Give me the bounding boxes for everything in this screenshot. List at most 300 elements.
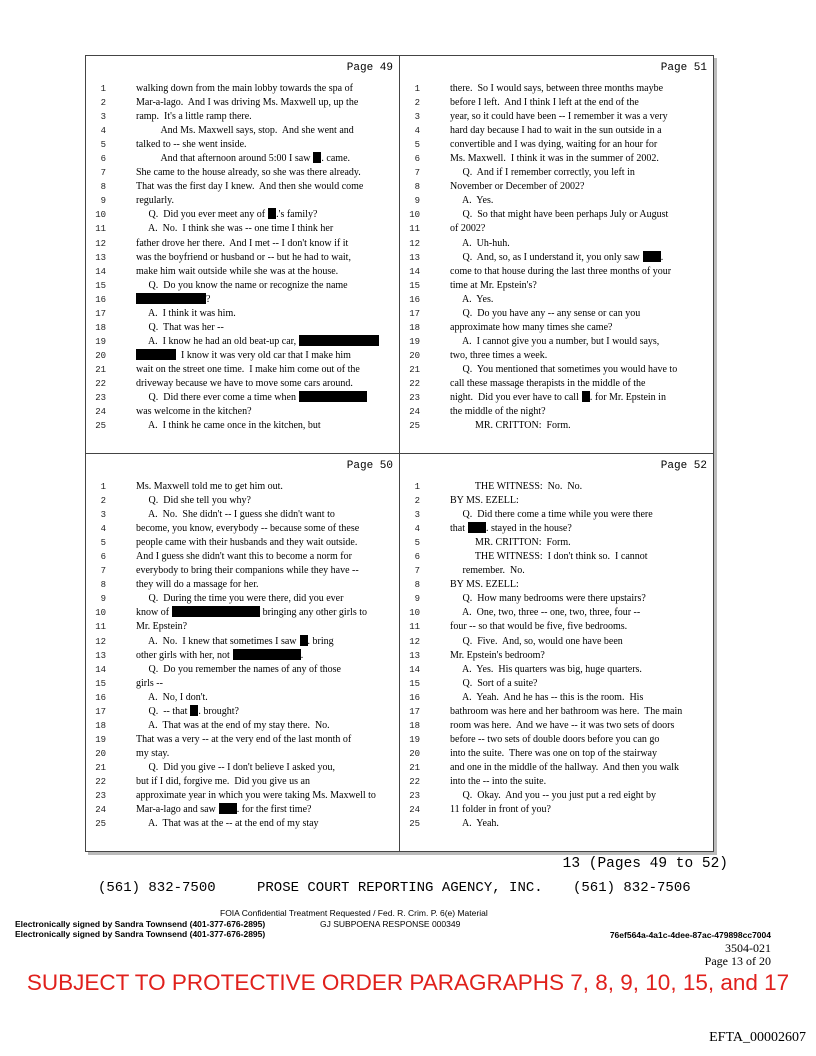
line-number: 19 [95,734,106,745]
line-text: Q. Did you give -- I don't believe I asked you, [136,761,335,773]
transcript-line [400,166,713,180]
line-number: 5 [100,538,106,549]
transcript-line [400,592,713,606]
page-header: Page 50 [346,460,393,472]
line-number: 5 [414,538,420,549]
line-text: And Ms. Maxwell says, stop. And she went and [136,125,354,137]
transcript-line [400,152,713,166]
line-number: 9 [414,196,420,207]
line-number: 6 [414,154,420,165]
transcript-page-50 [86,454,399,851]
redaction-block [643,251,661,262]
line-text: A. No, I don't. [136,691,208,703]
line-text: And I guess she didn't want this to become a norm for [136,551,352,563]
line-text: room was here. And we have -- it was two sets of doors [450,719,675,731]
line-text: of 2002? [450,223,486,235]
line-text: Mr. Epstein? [136,621,188,633]
transcript-line [86,391,399,405]
line-text: Q. During the time you were there, did you ever [136,593,344,605]
line-number: 5 [100,140,106,151]
line-text: A. Yeah. And he has -- this is the room. His [450,691,644,703]
transcript-line [400,279,713,293]
line-text: approximate how many times she came? [450,321,613,333]
line-number: 2 [414,98,420,109]
line-number: 10 [95,608,106,619]
line-number: 15 [95,678,106,689]
transcript-line [400,719,713,733]
transcript-line [86,321,399,335]
redaction-block [136,349,176,360]
line-number: 16 [409,692,420,703]
line-text: was the boyfriend or husband or -- but he had to wait, [136,251,351,263]
transcript-line [86,578,399,592]
line-number: 19 [409,734,420,745]
line-number: 1 [414,482,420,492]
line-number: 23 [409,393,420,404]
redaction-block [300,635,308,646]
transcript-line [86,606,399,620]
transcript-line [400,363,713,377]
redaction-block [219,803,237,814]
line-text: was welcome in the kitchen? [136,406,252,418]
transcript-line [86,564,399,578]
transcript-line [86,494,399,508]
line-number: 12 [409,636,420,647]
line-text: wait on the street one time. I make him come out of the [136,363,360,375]
transcript-line [400,251,713,265]
redaction-block [468,522,486,533]
transcript-line [400,606,713,620]
line-number: 22 [409,378,420,389]
redaction-block [190,705,198,716]
line-number: 21 [409,364,420,375]
line-number: 18 [95,720,106,731]
transcript-line [86,405,399,419]
line-number: 8 [100,580,106,591]
transcript-line [400,761,713,775]
line-text: That was the first day I knew. And then she would come [136,181,364,193]
phone-left: (561) 832-7500 [98,880,216,896]
line-text: That was a very -- at the very end of the last month of [136,733,352,745]
line-number: 2 [100,98,106,109]
transcript-line [400,307,713,321]
transcript-page-49 [86,56,399,453]
line-number: 18 [95,322,106,333]
transcript-line [400,293,713,307]
transcript-line [400,124,713,138]
transcript-line [86,733,399,747]
transcript-line [86,293,399,307]
line-number: 2 [414,496,420,507]
transcript-line [400,494,713,508]
line-number: 3 [100,112,106,123]
line-text: November or December of 2002? [450,181,585,193]
line-number: 18 [409,720,420,731]
transcript-line [86,803,399,817]
transcript-line [400,377,713,391]
page-of: Page 13 of 20 [704,954,771,968]
line-text: walking down from the main lobby towards the spa of [136,83,353,94]
line-number: 3 [414,112,420,123]
transcript-line [400,335,713,349]
line-text: Ms. Maxwell. I think it was in the summer of 2002. [450,153,659,165]
line-number: 13 [95,252,106,263]
line-text: A. Yes. [450,293,494,305]
redaction-block [268,208,276,219]
line-number: 11 [409,224,420,235]
line-text: girls -- [136,677,163,689]
line-text: A. No. I knew that sometimes I saw . bring [136,635,334,647]
transcript-line [400,789,713,803]
transcript-line [86,747,399,761]
line-number: 18 [409,322,420,333]
line-number: 20 [409,748,420,759]
transcript-line [400,747,713,761]
line-text: time at Mr. Epstein's? [450,279,537,291]
line-number: 5 [414,140,420,151]
line-text: A. That was at the end of my stay there. No. [136,719,330,731]
line-number: 17 [409,308,420,319]
transcript-line [86,377,399,391]
line-text: call these massage therapists in the middle of the [450,377,646,389]
transcript-line [400,349,713,363]
line-number: 8 [414,580,420,591]
transcript-line [400,564,713,578]
line-text: I know it was very old car that I make him [136,349,398,363]
line-number: 20 [95,350,106,361]
transcript-page-52 [400,454,713,851]
line-text: ramp. It's a little ramp there. [136,111,252,123]
line-text: Q. Did she tell you why? [136,495,251,507]
transcript-line [86,419,399,433]
line-number: 17 [409,706,420,717]
redaction-block [299,335,379,346]
line-number: 16 [95,692,106,703]
line-text: become, you know, everybody -- because some of these [136,523,360,535]
line-number: 20 [409,350,420,361]
line-text: and one in the middle of the hallway. And then you walk [450,761,680,773]
transcript-line [86,508,399,522]
line-number: 4 [100,524,106,535]
line-text: but if I did, forgive me. Did you give us an [136,775,310,787]
subpoena-line: GJ SUBPOENA RESPONSE 000349 [320,919,461,929]
agency-name: PROSE COURT REPORTING AGENCY, INC. [257,880,543,896]
transcript-line [86,592,399,606]
transcript-line [86,775,399,789]
line-text: Q. Sort of a suite? [450,677,538,689]
line-text: Q. Did there come a time while you were there [450,509,653,521]
line-number: 21 [95,762,106,773]
line-number: 11 [95,224,106,235]
transcript-line [400,222,713,236]
line-text: Q. And if I remember correctly, you left in [450,167,635,179]
line-number: 11 [95,622,106,633]
redaction-block [313,152,321,163]
line-text: into the -- into the suite. [450,775,547,787]
line-text: bathroom was here and her bathroom was here. The main [450,705,683,717]
line-text: MR. CRITTON: Form. [450,420,571,432]
line-text: A. I think it was him. [136,307,236,319]
line-text: A. Uh-huh. [450,237,510,249]
line-text: into the suite. There was one on top of the stairway [450,747,657,759]
line-text: THE WITNESS: I don't think so. I cannot [450,551,648,563]
line-number: 1 [100,482,106,492]
line-number: 22 [409,776,420,787]
line-number: 7 [414,168,420,179]
esign-line-1: Electronically signed by Sandra Townsend (401-377-676-2895) [15,919,266,929]
line-number: 9 [100,196,106,207]
line-text: hard day because I had to wait in the sun outside in a [450,125,662,137]
line-text: A. I know he had an old beat-up car, [136,335,398,349]
transcript-line [400,817,713,831]
transcript-line [86,663,399,677]
transcript-line [400,635,713,649]
line-text: ? [136,293,398,307]
line-text: father drove her there. And I met -- I don't know if it [136,237,349,249]
line-text: Q. Did you ever meet any of .'s family? [136,209,318,221]
line-text: MR. CRITTON: Form. [450,537,571,549]
page-header: Page 49 [346,62,393,74]
transcript-line [86,522,399,536]
redaction-block [172,606,260,617]
line-number: 10 [95,210,106,221]
line-number: 19 [95,336,106,347]
line-text: 11 folder in front of you? [450,804,551,816]
line-text: A. One, two, three -- one, two, three, four -- [450,607,641,619]
transcript-line [400,265,713,279]
line-number: 7 [414,566,420,577]
line-text: year, so it could have been -- I remember it was a very [450,111,668,123]
line-number: 8 [414,182,420,193]
transcript-line [400,180,713,194]
line-number: 20 [95,748,106,759]
line-number: 12 [409,238,420,249]
line-number: 23 [95,393,106,404]
line-number: 4 [414,524,420,535]
line-number: 25 [409,421,420,432]
line-number: 6 [100,154,106,165]
line-text: BY MS. EZELL: [450,579,519,591]
transcript-line [86,719,399,733]
line-number: 13 [409,252,420,263]
line-text: before I left. And I think I left at the end of the [450,97,639,109]
transcript-line [86,124,399,138]
transcript-line [86,761,399,775]
line-number: 17 [95,706,106,717]
transcript-page-51 [400,56,713,453]
transcript-line [400,620,713,634]
line-number: 14 [95,266,106,277]
line-text: Q. Okay. And you -- you just put a red eight by [450,790,656,802]
transcript-line [400,705,713,719]
line-text: A. Yes. His quarters was big, huge quarters. [450,663,642,675]
line-number: 13 [409,650,420,661]
line-text: people came with their husbands and they wait outside. [136,537,358,549]
pages-summary: 13 (Pages 49 to 52) [562,856,728,872]
transcript-line [400,110,713,124]
line-text: Mar-a-lago. And I was driving Ms. Maxwell up, up the [136,97,359,109]
transcript-line [86,480,399,494]
line-text: my stay. [136,747,170,759]
line-text: that . stayed in the house? [450,523,572,535]
line-number: 25 [95,421,106,432]
bates-number: EFTA_00002607 [709,1030,806,1045]
line-number: 24 [95,805,106,816]
transcript-line [86,536,399,550]
transcript-line [86,166,399,180]
transcript-line [86,180,399,194]
line-number: 7 [100,168,106,179]
protective-order-banner: SUBJECT TO PROTECTIVE ORDER PARAGRAPHS 7, 8, 9, 10, 15, and 17 [26,970,790,995]
line-text: Q. -- that . brought? [136,705,239,717]
line-text: Mr. Epstein's bedroom? [450,649,545,661]
line-number: 23 [409,791,420,802]
line-number: 19 [409,336,420,347]
line-text: Q. Do you have any -- any sense or can you [450,307,641,319]
line-text: THE WITNESS: No. No. [450,481,583,492]
foia-line: FOIA Confidential Treatment Requested / Fed. R. Crim. P. 6(e) Material [220,908,488,918]
transcript-line [86,138,399,152]
line-number: 23 [95,791,106,802]
line-text: A. I think he came once in the kitchen, but [136,420,321,432]
line-text: A. That was at the -- at the end of my stay [136,818,319,830]
transcript-line [400,96,713,110]
transcript-line [400,649,713,663]
line-text: before -- two sets of double doors before you can go [450,733,660,745]
line-text: driveway because we have to move some cars around. [136,377,353,389]
transcript-line [400,677,713,691]
transcript-line [86,335,399,349]
line-number: 17 [95,308,106,319]
line-text: they will do a massage for her. [136,579,259,591]
line-number: 7 [100,566,106,577]
transcript-line [400,82,713,96]
line-text: Q. How many bedrooms were there upstairs? [450,593,646,605]
line-number: 16 [95,294,106,305]
line-text: A. Yes. [450,195,494,207]
transcript-line [400,775,713,789]
line-number: 14 [95,664,106,675]
line-number: 15 [409,280,420,291]
transcript-line [86,279,399,293]
transcript-line [400,663,713,677]
transcript-line [400,508,713,522]
line-number: 1 [100,84,106,94]
line-number: 6 [100,552,106,563]
line-number: 21 [95,364,106,375]
line-text: four -- so that would be five, five bedrooms. [450,621,628,633]
line-number: 6 [414,552,420,563]
line-text: A. I cannot give you a number, but I would says, [450,335,660,347]
transcript-line [86,237,399,251]
line-number: 15 [95,280,106,291]
line-text: talked to -- she went inside. [136,139,247,151]
line-number: 14 [409,664,420,675]
transcript-line [86,550,399,564]
transcript-line [400,578,713,592]
doc-number: 3504-021 [725,941,771,955]
line-number: 10 [409,210,420,221]
redaction-block [582,391,590,402]
line-number: 24 [409,805,420,816]
transcript-line [86,705,399,719]
line-text: remember. No. [450,565,525,577]
line-text: two, three times a week. [450,349,548,361]
transcript-line [86,691,399,705]
transcript-line [86,152,399,166]
line-number: 2 [100,496,106,507]
line-text: A. No. She didn't -- I guess she didn't want to [136,509,335,521]
line-number: 9 [100,594,106,605]
line-number: 21 [409,762,420,773]
transcript-line [400,237,713,251]
transcript-line [400,733,713,747]
line-number: 1 [414,84,420,94]
phone-right: (561) 832-7506 [573,880,691,896]
line-text: Q. That was her -- [136,321,224,333]
line-number: 13 [95,650,106,661]
transcript-line [400,321,713,335]
redaction-block [233,649,301,660]
line-text: approximate year in which you were taking Ms. Maxwell to [136,790,376,802]
line-text: Mar-a-lago and saw . for the first time? [136,804,312,816]
line-number: 12 [95,636,106,647]
transcript-line [86,110,399,124]
line-text: BY MS. EZELL: [450,495,519,507]
line-text: Q. Did there ever come a time when [136,391,398,405]
transcript-line [86,82,399,96]
line-number: 4 [100,126,106,137]
transcript-line [400,550,713,564]
line-text: Q. So that might have been perhaps July or August [450,209,669,221]
line-number: 4 [414,126,420,137]
line-number: 22 [95,776,106,787]
transcript-line [400,208,713,222]
transcript-line [86,789,399,803]
transcript-line [400,194,713,208]
line-text: other girls with her, not . [136,649,304,661]
line-text: make him wait outside while she was at the house. [136,265,339,277]
line-text: Q. Five. And, so, would one have been [450,635,623,647]
redaction-block [136,293,206,304]
line-number: 3 [414,510,420,521]
redaction-block [299,391,367,402]
line-number: 3 [100,510,106,521]
transcript-line [400,138,713,152]
line-text: And that afternoon around 5:00 I saw . came. [136,153,351,165]
line-text: night. Did you ever have to call . for Mr. Epstein in [450,392,666,404]
line-number: 24 [409,407,420,418]
transcript-line [86,307,399,321]
line-text: Q. Do you know the name or recognize the name [136,279,348,291]
line-number: 25 [95,819,106,830]
line-text: A. Yeah. [450,818,499,830]
transcript-grid [85,55,714,852]
line-text: Q. And, so, as I understand it, you only saw . [450,251,664,263]
line-text: Q. You mentioned that sometimes you would have to [450,363,678,375]
transcript-line [400,391,713,405]
line-number: 22 [95,378,106,389]
line-number: 24 [95,407,106,418]
line-number: 14 [409,266,420,277]
transcript-line [86,817,399,831]
line-number: 15 [409,678,420,689]
line-number: 25 [409,819,420,830]
line-text: convertible and I was dying, waiting for an hour for [450,139,658,151]
line-text: She came to the house already, so she was there already. [136,167,361,179]
esign-line-2: Electronically signed by Sandra Townsend (401-377-676-2895) [15,929,266,939]
transcript-line [400,522,713,536]
